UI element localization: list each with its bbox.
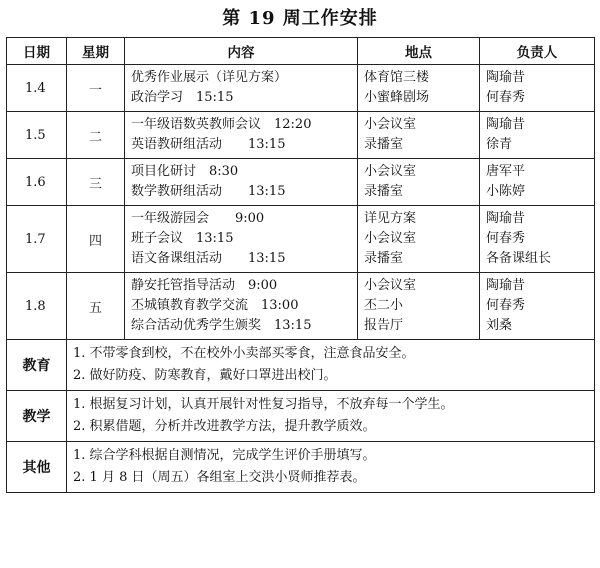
day-owner-cell — [480, 273, 595, 340]
table-row — [7, 112, 595, 159]
section-label: 其他 — [7, 442, 67, 493]
header-row — [7, 38, 595, 65]
table-row — [7, 273, 595, 340]
owner-text: 何春秀 — [486, 298, 526, 313]
location-text: 录播室 — [364, 137, 404, 152]
table-row — [7, 206, 595, 273]
note-text: 1. 根据复习计划，认真开展针对性复习指导，不放弃每一个学生。 — [73, 397, 454, 412]
day-location-cell — [358, 206, 480, 273]
activity-text: 语文备课组活动 13:15 — [131, 251, 286, 266]
day-content-cell — [125, 65, 358, 112]
activity-text: 英语教研组活动 13:15 — [131, 137, 286, 152]
section-label: 教育 — [7, 340, 67, 391]
day-date: 1.5 — [7, 112, 67, 159]
owner-text: 陶瑜昔 — [486, 211, 526, 226]
day-owner-cell — [480, 112, 595, 159]
location-text: 小会议室 — [364, 231, 417, 246]
owner-text: 刘桑 — [486, 318, 513, 333]
activity-text: 一年级游园会 9:00 — [131, 211, 265, 226]
section-row-education — [7, 340, 595, 391]
location-text: 小会议室 — [364, 164, 417, 179]
owner-text: 各备课组长 — [486, 251, 552, 266]
day-date: 1.8 — [7, 273, 67, 340]
location-text: 详见方案 — [364, 211, 417, 226]
owner-text: 徐青 — [486, 137, 513, 152]
owner-text: 小陈婷 — [486, 184, 526, 199]
section-row-other — [7, 442, 595, 493]
day-location-cell — [358, 273, 480, 340]
activity-text: 数学教研组活动 13:15 — [131, 184, 286, 199]
day-owner-cell — [480, 159, 595, 206]
note-text: 2. 做好防疫、防寒教育，戴好口罩进出校门。 — [73, 368, 337, 383]
location-text: 小会议室 — [364, 278, 417, 293]
day-content-cell — [125, 206, 358, 273]
day-weekday: 五 — [67, 273, 125, 340]
day-weekday: 三 — [67, 159, 125, 206]
note-text: 2. 1 月 8 日（周五）各组室上交洪小贤师推荐表。 — [73, 470, 366, 485]
header-owner: 负责人 — [480, 38, 595, 65]
owner-text: 何春秀 — [486, 231, 526, 246]
location-text: 小会议室 — [364, 117, 417, 132]
activity-text: 静安托管指导活动 9:00 — [131, 278, 278, 293]
location-text: 丕二小 — [364, 298, 404, 313]
note-text: 2. 积累借题，分析并改进教学方法，提升教学质效。 — [73, 419, 376, 434]
schedule-table — [6, 37, 595, 493]
table-row — [7, 159, 595, 206]
section-label: 教学 — [7, 391, 67, 442]
day-date: 1.7 — [7, 206, 67, 273]
header-weekday: 星期 — [67, 38, 125, 65]
owner-text: 陶瑜昔 — [486, 117, 526, 132]
activity-text: 丕城镇教育教学交流 13:00 — [131, 298, 299, 313]
note-text: 1. 综合学科根据自测情况，完成学生评价手册填写。 — [73, 448, 376, 463]
day-date: 1.6 — [7, 159, 67, 206]
section-notes — [67, 340, 595, 391]
day-weekday: 四 — [67, 206, 125, 273]
owner-text: 何春秀 — [486, 90, 526, 105]
activity-text: 项目化研讨 8:30 — [131, 164, 239, 179]
day-content-cell — [125, 159, 358, 206]
activity-text: 一年级语数英教师会议 12:20 — [131, 117, 312, 132]
activity-text: 政治学习 15:15 — [131, 90, 234, 105]
section-row-teaching — [7, 391, 595, 442]
day-location-cell — [358, 159, 480, 206]
note-text: 1. 不带零食到校，不在校外小卖部买零食，注意食品安全。 — [73, 346, 415, 361]
day-content-cell — [125, 112, 358, 159]
activity-text: 优秀作业展示（详见方案） — [131, 70, 288, 85]
header-content: 内容 — [125, 38, 358, 65]
day-owner-cell — [480, 65, 595, 112]
day-date: 1.4 — [7, 65, 67, 112]
header-date: 日期 — [7, 38, 67, 65]
location-text: 录播室 — [364, 251, 404, 266]
location-text: 体育馆三楼 — [364, 70, 430, 85]
location-text: 录播室 — [364, 184, 404, 199]
table-row — [7, 65, 595, 112]
section-notes — [67, 442, 595, 493]
day-location-cell — [358, 112, 480, 159]
page-title: 第 19 周工作安排 — [222, 8, 378, 29]
day-content-cell — [125, 273, 358, 340]
location-text: 小蜜蜂剧场 — [364, 90, 430, 105]
location-text: 报告厅 — [364, 318, 404, 333]
day-weekday: 一 — [67, 65, 125, 112]
day-owner-cell — [480, 206, 595, 273]
owner-text: 唐军平 — [486, 164, 526, 179]
activity-text: 班子会议 13:15 — [131, 231, 234, 246]
owner-text: 陶瑜昔 — [486, 70, 526, 85]
activity-text: 综合活动优秀学生颁奖 13:15 — [131, 318, 312, 333]
day-weekday: 二 — [67, 112, 125, 159]
owner-text: 陶瑜昔 — [486, 278, 526, 293]
day-location-cell — [358, 65, 480, 112]
header-location: 地点 — [358, 38, 480, 65]
section-notes — [67, 391, 595, 442]
